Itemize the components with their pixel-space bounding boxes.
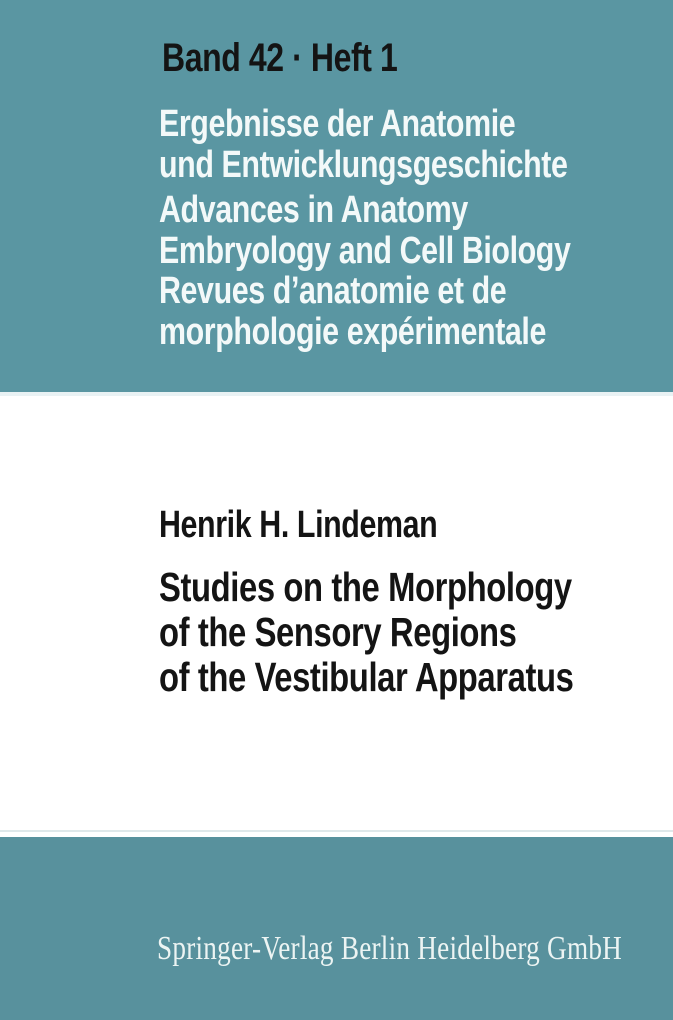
volume-issue: Band 42 · Heft 1: [162, 36, 398, 80]
series-line: Revues d’anatomie et de: [159, 270, 507, 312]
series-line: morphologie expérimentale: [159, 311, 546, 353]
series-title-english: [159, 190, 570, 272]
series-line: Advances in Anatomy: [159, 189, 468, 231]
series-line: Embryology and Cell Biology: [159, 230, 571, 272]
series-line: und Entwicklungsgeschichte: [159, 144, 568, 186]
author-name: Henrik H. Lindeman: [159, 504, 438, 546]
series-title-german: [159, 104, 568, 186]
title-line: of the Sensory Regions: [159, 609, 517, 655]
series-title-french: [159, 271, 546, 353]
bottom-banner: [0, 837, 673, 1020]
publisher-imprint: Springer-Verlag Berlin Heidelberg GmbH: [157, 930, 623, 967]
series-line: Ergebnisse der Anatomie: [159, 103, 516, 145]
top-banner-separator: [0, 392, 673, 396]
title-line: of the Vestibular Apparatus: [159, 654, 574, 700]
bottom-banner-separator: [0, 830, 673, 832]
title-line: Studies on the Morphology: [159, 564, 572, 610]
book-title: [159, 565, 573, 700]
